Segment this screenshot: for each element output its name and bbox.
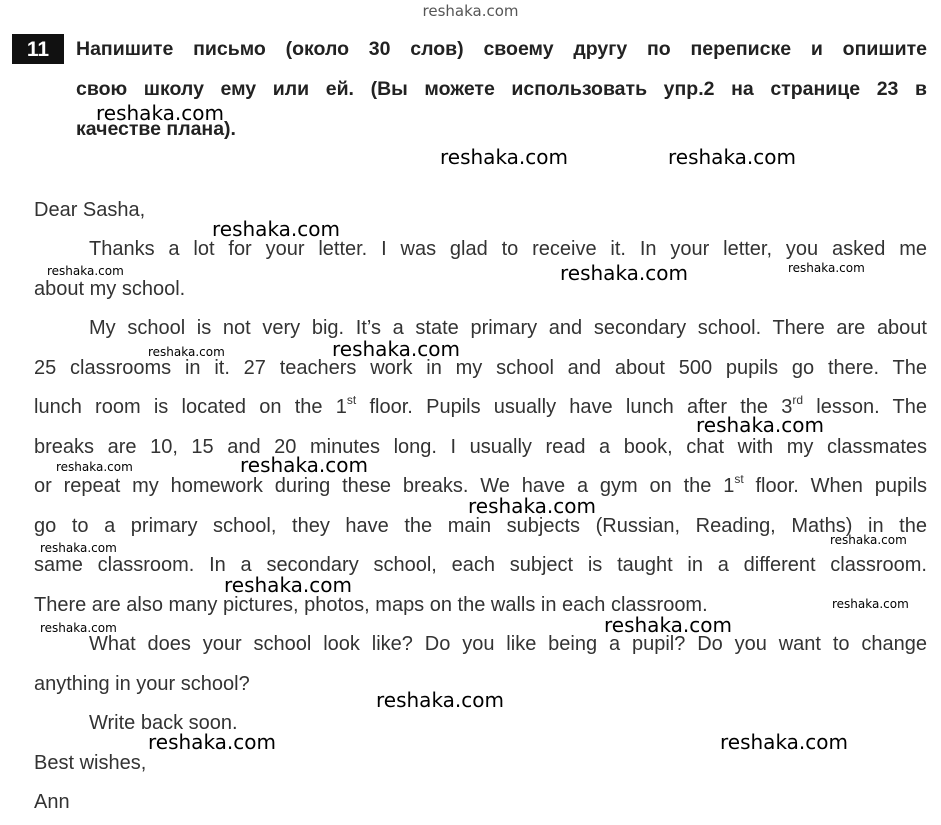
- letter-closing: Write back soon.: [89, 712, 238, 734]
- letter-p3-line-1: What does your school look like? Do you like being a pupil? Do you want to change: [89, 633, 927, 655]
- watermark: reshaka.com: [56, 460, 133, 474]
- watermark: reshaka.com: [376, 688, 504, 712]
- task-instruction-line-2: свою школу ему или ей. (Вы можете использовать упр.2 на странице 23 в: [76, 78, 927, 100]
- watermark: reshaka.com: [668, 145, 796, 169]
- letter-p2-line-3: lunch room is located on the 1st floor. Pupils usually have lunch after the 3rd lesson. The: [34, 393, 928, 418]
- watermark: reshaka.com: [212, 217, 340, 241]
- watermark: reshaka.com: [240, 453, 368, 477]
- letter-greeting: Dear Sasha,: [34, 199, 146, 221]
- watermark: reshaka.com: [224, 573, 352, 597]
- task-instruction-line-1: Напишите письмо (около 30 слов) своему другу по переписке и опишите: [76, 38, 927, 60]
- letter-p2-line-2: 25 classrooms in it. 27 teachers work in my school and about 500 pupils go there. The: [34, 357, 927, 379]
- site-url[interactable]: reshaka.com: [422, 2, 519, 20]
- letter-p1-line-2: about my school.: [34, 278, 186, 300]
- watermark: reshaka.com: [696, 413, 824, 437]
- watermark: reshaka.com: [96, 101, 224, 125]
- watermark: reshaka.com: [40, 541, 117, 555]
- watermark: reshaka.com: [830, 533, 907, 547]
- letter-p2-line-4: breaks are 10, 15 and 20 minutes long. I usually read a book, chat with my classmates: [34, 436, 927, 458]
- watermark: reshaka.com: [788, 261, 865, 275]
- letter-p2-line-7: same classroom. In a secondary school, each subject is taught in a different classroom.: [34, 554, 927, 576]
- letter-p3-line-2: anything in your school?: [34, 673, 250, 695]
- watermark: reshaka.com: [832, 597, 909, 611]
- letter-signature: Ann: [34, 791, 70, 813]
- letter-p2-line-1: My school is not very big. It’s a state primary and secondary school. There are about: [89, 317, 927, 339]
- letter-p2-line-5: or repeat my homework during these breaks. We have a gym on the 1st floor. When pupils: [34, 472, 928, 497]
- watermark: reshaka.com: [604, 613, 732, 637]
- watermark: reshaka.com: [332, 337, 460, 361]
- watermark: reshaka.com: [40, 621, 117, 635]
- watermark: reshaka.com: [47, 264, 124, 278]
- letter-p1-line-1: Thanks a lot for your letter. I was glad to receive it. In your letter, you asked me: [89, 238, 927, 260]
- letter-signoff: Best wishes,: [34, 752, 147, 774]
- watermark: reshaka.com: [560, 261, 688, 285]
- task-number-badge: 11: [12, 34, 64, 64]
- watermark: reshaka.com: [148, 345, 225, 359]
- watermark: reshaka.com: [720, 730, 848, 754]
- task-instruction-line-3: качестве плана).: [76, 118, 236, 140]
- watermark: reshaka.com: [468, 494, 596, 518]
- letter-p2-line-8: There are also many pictures, photos, maps on the walls in each classroom.: [34, 594, 708, 616]
- watermark: reshaka.com: [440, 145, 568, 169]
- letter-p2-line-6: go to a primary school, they have the main subjects (Russian, Reading, Maths) in the: [34, 515, 927, 537]
- watermark: reshaka.com: [148, 730, 276, 754]
